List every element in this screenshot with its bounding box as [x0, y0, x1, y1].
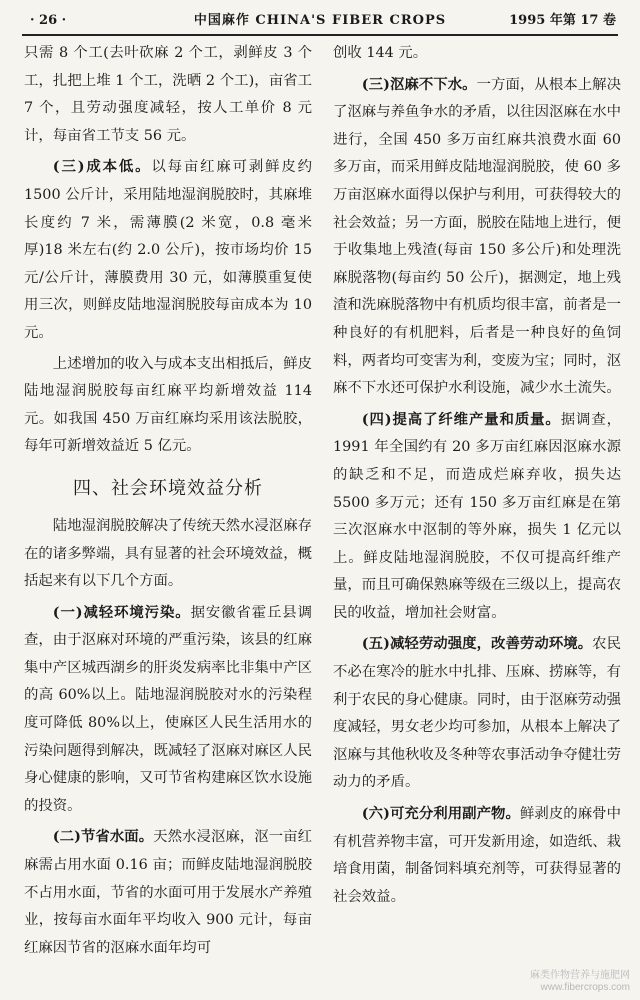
subheading: (三)沤麻不下水。	[361, 75, 477, 93]
paragraph: 上述增加的收入与成本支出相抵后，鲜皮陆地湿润脱胶每亩红麻平均新增效益 114 元。如我国 450 万亩红麻均采用该法脱胶，每年可新增效益近 5 亿元。	[24, 355, 312, 455]
paragraph-body: 以每亩红麻可剥鲜皮约 1500 公斤计，采用陆地湿润脱胶时，其麻堆长度约 7 米，需薄膜(2 米宽，0.8 毫米厚)18 米左右(约 2.0 公斤)，按市场均价 15 元/公斤计，薄膜费用 30 元，如薄膜重复使用三次，则鲜皮陆地湿润脱胶每亩成本为 10 元。	[24, 159, 312, 341]
paragraph-body: 一方面，从根本上解决了沤麻与养鱼争水的矛盾，以往因沤麻在水中进行，全国 450 多万亩红麻共浪费水面 60 多万亩，而采用鲜皮陆地湿润脱胶，使 60 多万亩沤麻水面得以保护与利用，可获得较大的社会效益；另一方面，脱胶在陆地上进行，便于收集地上残渣(每亩 150 多公斤)和处理洗麻脱落物(每亩约 50 公斤)，据测定，地上残渣和洗麻脱落物中有机质均很丰富，前者是一种良好的有机肥料，后者是一种良好的鱼饲料，两者均可变害为利，变废为宝；同时，沤麻不下水还可保护水利设施，减少水土流失。	[333, 76, 621, 397]
subheading: (四)提高了纤维产量和质量。	[361, 410, 561, 428]
paragraph	[333, 800, 621, 911]
paragraph-body: 据调查，1991 年全国约有 20 多万亩红麻因沤麻水源的缺乏和不足，而造成烂麻弃收，损失达 5500 多万元；还有 150 多万亩红麻是在第三次沤麻水中沤制的等外麻，损失 1 亿元以上。鲜皮陆地湿润脱胶，不仅可提高纤维产量，而且可确保熟麻等级在三级以上，提高农民的收益，增加社会财富。	[333, 411, 621, 621]
paragraph-body: 鲜剥皮的麻骨中有机营养物丰富，可开发新用途，如造纸、栽培食用菌，制备饲料填充剂等，可获得显著的社会效益。	[333, 806, 621, 905]
subheading: (五)减轻劳动强度，改善劳动环境。	[361, 635, 593, 653]
running-header	[22, 10, 618, 36]
paragraph	[333, 630, 621, 797]
paragraph	[24, 823, 312, 962]
paragraph: 只需 8 个工(去叶砍麻 2 个工，剥鲜皮 3 个工，扎把上堆 1 个工，洗晒 2 个工)，亩省工 7 个，且劳动强度减轻，按人工单价 8 元计，每亩省工节支 56 元。	[24, 45, 312, 144]
paragraph-body: 农民不必在寒冷的脏水中扎排、压麻、捞麻等，有利于农民的身心健康。同时，由于沤麻劳动强度减轻，男女老少均可参加，从根本上解决了沤麻与其他秋收及冬种等农事活动争夺健壮劳动力的矛盾。	[333, 636, 621, 791]
paragraph	[24, 599, 312, 821]
paragraph	[333, 71, 621, 403]
right-column	[333, 40, 621, 914]
left-column	[24, 40, 312, 965]
subheading: (二)节省水面。	[52, 828, 154, 846]
paragraph-body: 天然水浸沤麻，沤一亩红麻需占用水面 0.16 亩；而鲜皮陆地湿润脱胶不占用水面，节省的水面可用于发展水产养殖业，按每亩水面年平均收入 900 元计，每亩红麻因节省的沤麻水面年均可	[24, 829, 312, 956]
subheading: (六)可充分利用副产物。	[361, 805, 520, 823]
watermark-url: www.fibercrops.com	[540, 982, 630, 993]
journal-title: 中国麻作 CHINA'S FIBER CROPS	[193, 13, 447, 28]
subheading: (三)成本低。	[52, 158, 152, 176]
paragraph	[24, 153, 312, 347]
paragraph	[333, 406, 621, 628]
paragraph-body: 据安徽省霍丘县调查，由于沤麻对环境的严重污染，该县的红麻集中产区城西湖乡的肝炎发病率比非集中产区的高 60%以上。陆地湿润脱胶对水的污染程度可降低 80%以上，使麻区人民生活用水的污染问题得到解决，既减轻了沤麻对麻区人民身心健康的影响，又可节省构建麻区饮水设施的投资。	[24, 604, 312, 814]
section-heading: 四、社会环境效益分析	[73, 477, 263, 499]
volume-info: 1995 年第 17 卷	[509, 13, 616, 28]
page-number: · 26 ·	[30, 13, 67, 28]
watermark-line: 麻类作物营养与施肥网	[530, 970, 630, 981]
site-watermark	[530, 970, 630, 994]
subheading: (一)减轻环境污染。	[52, 603, 191, 621]
paragraph: 创收 144 元。	[333, 45, 428, 61]
paragraph: 陆地湿润脱胶解决了传统天然水浸沤麻存在的诸多弊端，具有显著的社会环境效益，概括起来有以下几个方面。	[24, 517, 312, 590]
